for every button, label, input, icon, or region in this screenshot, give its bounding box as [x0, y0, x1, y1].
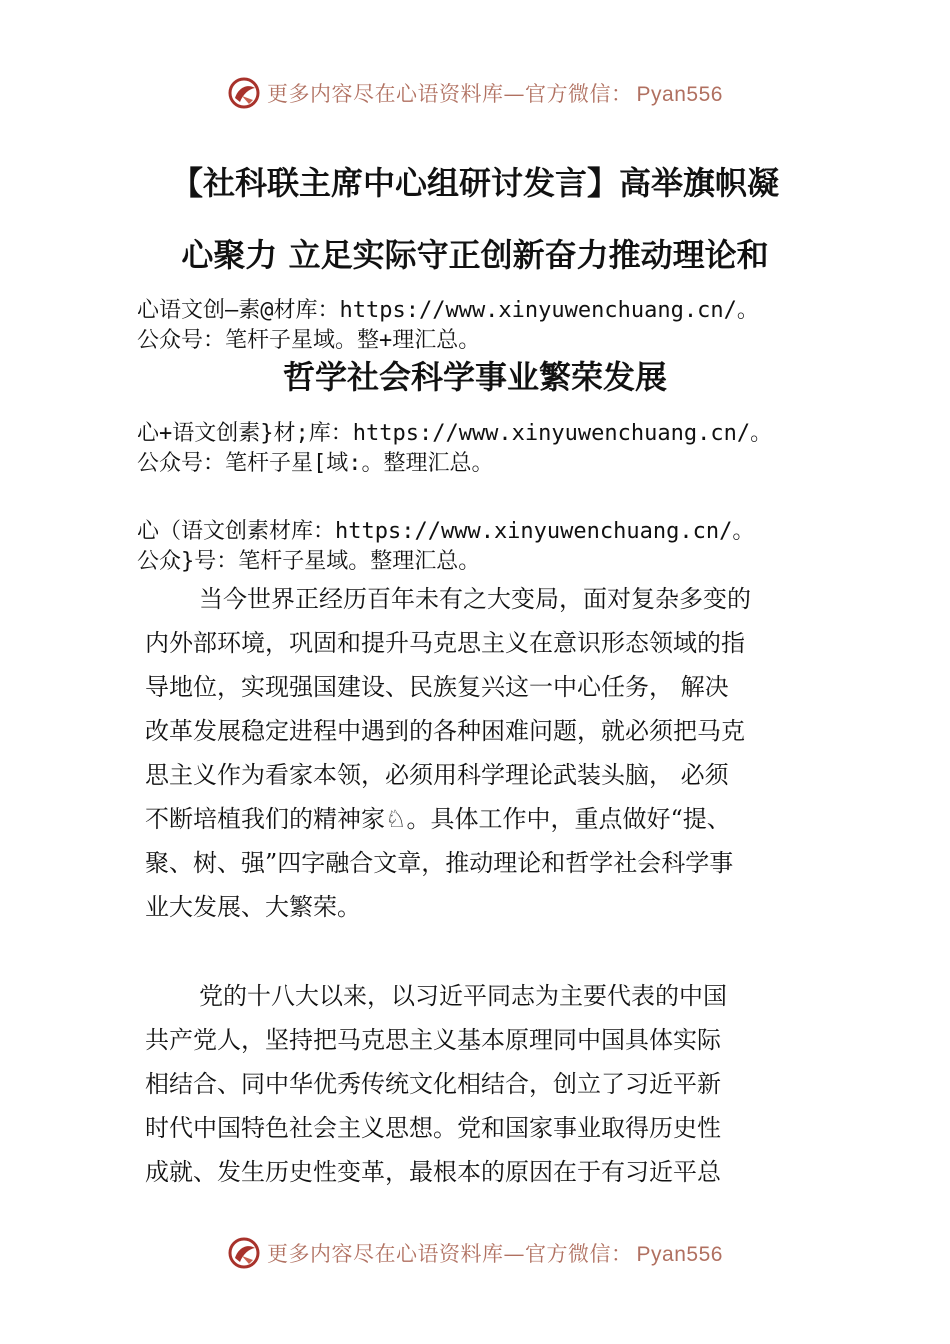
source-note-line: 心（语文创素材库：https://www.xinyuwenchuang.cn/。 — [137, 519, 755, 544]
source-note-line: 公众号：笔杆子星域。整+理汇总。 — [137, 328, 481, 353]
body-paragraph-1 — [145, 577, 835, 929]
paragraph-line: 党的十八大以来，以习近平同志为主要代表的中国 — [199, 982, 727, 1010]
paragraph-line: 导地位，实现强国建设、民族复兴这一中心任务， 解决 — [145, 673, 729, 701]
header-banner — [0, 70, 950, 116]
xinyu-logo-icon — [227, 1236, 261, 1270]
footer-banner-text: 更多内容尽在心语资料库—官方微信： Pyan556 — [267, 1242, 723, 1266]
source-note-line: 公众号：笔杆子星[域:。整理汇总。 — [137, 451, 494, 476]
paragraph-line: 成就、发生历史性变革，最根本的原因在于有习近平总 — [145, 1158, 721, 1186]
paragraph-line: 内外部环境，巩固和提升马克思主义在意识形态领域的指 — [145, 629, 745, 657]
paragraph-line: 思主义作为看家本领，必须用科学理论武装头脑， 必须 — [145, 761, 729, 789]
paragraph-line: 共产党人，坚持把马克思主义基本原理同中国具体实际 — [145, 1026, 721, 1054]
source-note-line: 公众}号：笔杆子星域。整理汇总。 — [137, 549, 481, 574]
paragraph-line: 时代中国特色社会主义思想。党和国家事业取得历史性 — [145, 1114, 721, 1142]
footer-wechat-id: Pyan556 — [636, 1243, 723, 1266]
document-title-line-3: 哲学社会科学事业繁荣发展 — [282, 358, 667, 396]
paragraph-line: 改革发展稳定进程中遇到的各种困难问题，就必须把马克 — [145, 717, 745, 745]
paragraph-line: 聚、树、强”四字融合文章，推动理论和哲学社会科学事 — [145, 849, 734, 877]
paragraph-line: 业大发展、大繁荣。 — [145, 893, 361, 921]
header-banner-text: 更多内容尽在心语资料库—官方微信： Pyan556 — [267, 82, 723, 106]
paragraph-line: 不断培植我们的精神家♘。具体工作中，重点做好“提、 — [145, 805, 731, 833]
body-paragraph-2 — [145, 974, 835, 1194]
footer-banner — [0, 1230, 950, 1276]
source-note-line: 心+语文创素}材;库：https://www.xinyuwenchuang.cn/。 — [137, 421, 773, 446]
paragraph-line: 当今世界正经历百年未有之大变局，面对复杂多变的 — [199, 585, 751, 613]
header-wechat-id: Pyan556 — [636, 83, 723, 106]
document-title-line-1: 【社科联主席中心组研讨发言】高举旗帜凝 — [170, 164, 779, 202]
document-title-line-2: 心聚力 立足实际守正创新奋力推动理论和 — [181, 236, 769, 274]
paragraph-line: 相结合、同中华优秀传统文化相结合，创立了习近平新 — [145, 1070, 721, 1098]
xinyu-logo-icon — [227, 76, 261, 110]
source-note-line: 心语文创—素@材库：https://www.xinyuwenchuang.cn/。 — [137, 298, 759, 323]
